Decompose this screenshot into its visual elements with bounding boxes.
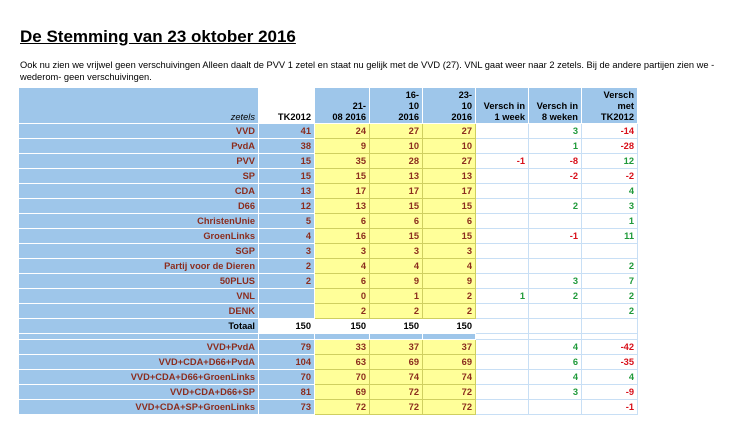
tk2012-seats: 2: [259, 259, 315, 274]
change-tk2012: 4: [582, 184, 638, 199]
change-8-weeks: [529, 184, 582, 199]
table-row: [19, 289, 638, 304]
change-1-week: [476, 184, 529, 199]
tk2012-seats: [259, 304, 315, 319]
row-label: D66: [19, 199, 259, 214]
poll-3-seats: 72: [423, 385, 476, 400]
tk2012-seats: 79: [259, 340, 315, 355]
change-1-week: [476, 400, 529, 415]
tk2012-seats: 4: [259, 229, 315, 244]
poll-2-seats: 10: [370, 139, 423, 154]
poll-2-seats: 13: [370, 169, 423, 184]
row-label: PVV: [19, 154, 259, 169]
poll-1-seats: 63: [315, 355, 370, 370]
table-row: [19, 340, 638, 355]
row-label: VVD+CDA+D66+GroenLinks: [19, 370, 259, 385]
poll-1-seats: 33: [315, 340, 370, 355]
poll-2-seats: 37: [370, 340, 423, 355]
change-8-weeks: 3: [529, 274, 582, 289]
poll-2-seats: 69: [370, 355, 423, 370]
header-change-week-line1: Versch in: [483, 101, 525, 111]
poll-1-seats: 72: [315, 400, 370, 415]
tk2012-seats: 3: [259, 244, 315, 259]
change-1-week: [476, 385, 529, 400]
total-label: Totaal: [19, 319, 259, 334]
table-row: [19, 154, 638, 169]
poll-3-seats: 74: [423, 370, 476, 385]
poll-1-seats: 9: [315, 139, 370, 154]
header-change-8weeks-line2: 8 weken: [541, 112, 578, 122]
header-poll-2-line3: 2016: [398, 112, 419, 122]
poll-2-seats: 6: [370, 214, 423, 229]
total-poll-1: 150: [315, 319, 370, 334]
poll-2-seats: 15: [370, 229, 423, 244]
change-8-weeks: -1: [529, 229, 582, 244]
poll-3-seats: 27: [423, 124, 476, 139]
row-label: VVD: [19, 124, 259, 139]
header-poll-2: [370, 88, 423, 124]
header-change-8weeks-line1: Versch in: [536, 101, 578, 111]
table-row: [19, 259, 638, 274]
table-row: [19, 229, 638, 244]
total-poll-2: 150: [370, 319, 423, 334]
header-poll-2-line2: 10: [408, 101, 419, 111]
header-poll-1-line2: 08 2016: [332, 112, 366, 122]
poll-1-seats: 13: [315, 199, 370, 214]
row-label: Partij voor de Dieren: [19, 259, 259, 274]
change-8-weeks: [529, 244, 582, 259]
poll-1-seats: 2: [315, 304, 370, 319]
poll-3-seats: 3: [423, 244, 476, 259]
header-change-tk2012-line2: met: [617, 101, 634, 111]
change-1-week: [476, 139, 529, 154]
change-tk2012: -2: [582, 169, 638, 184]
change-tk2012: 2: [582, 304, 638, 319]
poll-3-seats: 6: [423, 214, 476, 229]
table-row: [19, 139, 638, 154]
change-8-weeks: [529, 304, 582, 319]
table-row: [19, 199, 638, 214]
poll-1-seats: 69: [315, 385, 370, 400]
poll-3-seats: 15: [423, 229, 476, 244]
change-tk2012: -1: [582, 400, 638, 415]
change-8-weeks: 2: [529, 199, 582, 214]
total-empty-cell: [582, 319, 638, 334]
change-tk2012: -42: [582, 340, 638, 355]
header-poll-3: [423, 88, 476, 124]
poll-2-seats: 27: [370, 124, 423, 139]
row-label: 50PLUS: [19, 274, 259, 289]
change-1-week: [476, 169, 529, 184]
change-8-weeks: 3: [529, 124, 582, 139]
row-label: SGP: [19, 244, 259, 259]
header-change-week-line2: 1 week: [494, 112, 525, 122]
intro-text: Ook nu zien we vrijwel geen verschuivingen Alleen daalt de PVV 1 zetel en staat nu gelijk met de VVD (27). VNL gaat weer naar 2 zetels. Bij de andere partijen zien we - wederom- geen verschuivingen.: [20, 60, 715, 82]
poll-3-seats: 15: [423, 199, 476, 214]
change-8-weeks: 4: [529, 370, 582, 385]
poll-2-seats: 4: [370, 259, 423, 274]
header-poll-3-line3: 2016: [451, 112, 472, 122]
change-tk2012: 11: [582, 229, 638, 244]
table-row: [19, 355, 638, 370]
tk2012-seats: 5: [259, 214, 315, 229]
poll-3-seats: 13: [423, 169, 476, 184]
page-title: De Stemming van 23 oktober 2016: [20, 27, 296, 46]
change-tk2012: 7: [582, 274, 638, 289]
table-row: [19, 184, 638, 199]
change-1-week: -1: [476, 154, 529, 169]
poll-3-seats: 37: [423, 340, 476, 355]
poll-2-seats: 15: [370, 199, 423, 214]
poll-1-seats: 17: [315, 184, 370, 199]
poll-1-seats: 35: [315, 154, 370, 169]
table-row: [19, 169, 638, 184]
tk2012-seats: 41: [259, 124, 315, 139]
total-empty-cell: [476, 319, 529, 334]
change-tk2012: 12: [582, 154, 638, 169]
change-8-weeks: -2: [529, 169, 582, 184]
row-label: DENK: [19, 304, 259, 319]
table-row: [19, 124, 638, 139]
tk2012-seats: 15: [259, 154, 315, 169]
change-tk2012: -14: [582, 124, 638, 139]
change-8-weeks: 3: [529, 385, 582, 400]
header-zetels: zetels: [19, 88, 259, 124]
poll-2-seats: 1: [370, 289, 423, 304]
change-8-weeks: [529, 259, 582, 274]
poll-3-seats: 17: [423, 184, 476, 199]
change-1-week: [476, 199, 529, 214]
row-label: VVD+CDA+D66+SP: [19, 385, 259, 400]
row-label: GroenLinks: [19, 229, 259, 244]
row-label: VVD+CDA+SP+GroenLinks: [19, 400, 259, 415]
poll-2-seats: 72: [370, 400, 423, 415]
poll-3-seats: 2: [423, 304, 476, 319]
table-row: [19, 304, 638, 319]
change-tk2012: [582, 244, 638, 259]
change-1-week: [476, 259, 529, 274]
poll-2-seats: 2: [370, 304, 423, 319]
tk2012-seats: 73: [259, 400, 315, 415]
tk2012-seats: 81: [259, 385, 315, 400]
poll-3-seats: 10: [423, 139, 476, 154]
header-change-tk2012: [582, 88, 638, 124]
change-8-weeks: 4: [529, 340, 582, 355]
change-8-weeks: 6: [529, 355, 582, 370]
header-poll-3-line1: 23-: [458, 90, 472, 100]
poll-1-seats: 4: [315, 259, 370, 274]
poll-1-seats: 16: [315, 229, 370, 244]
table-row: [19, 385, 638, 400]
header-change-tk2012-line3: TK2012: [600, 112, 634, 122]
change-1-week: [476, 355, 529, 370]
tk2012-seats: 70: [259, 370, 315, 385]
poll-2-seats: 17: [370, 184, 423, 199]
poll-2-seats: 74: [370, 370, 423, 385]
header-poll-2-line1: 16-: [405, 90, 419, 100]
change-1-week: 1: [476, 289, 529, 304]
total-empty-cell: [529, 319, 582, 334]
table-row: [19, 274, 638, 289]
change-tk2012: -35: [582, 355, 638, 370]
table-row: [19, 244, 638, 259]
poll-2-seats: 3: [370, 244, 423, 259]
header-poll-1: [315, 88, 370, 124]
change-8-weeks: -8: [529, 154, 582, 169]
change-1-week: [476, 214, 529, 229]
tk2012-seats: 104: [259, 355, 315, 370]
poll-2-seats: 72: [370, 385, 423, 400]
change-1-week: [476, 304, 529, 319]
poll-3-seats: 72: [423, 400, 476, 415]
change-tk2012: 3: [582, 199, 638, 214]
row-label: VVD+CDA+D66+PvdA: [19, 355, 259, 370]
change-tk2012: 2: [582, 259, 638, 274]
change-tk2012: 2: [582, 289, 638, 304]
tk2012-seats: 2: [259, 274, 315, 289]
poll-1-seats: 70: [315, 370, 370, 385]
header-poll-3-line2: 10: [461, 101, 472, 111]
change-tk2012: -9: [582, 385, 638, 400]
total-tk2012: 150: [259, 319, 315, 334]
poll-3-seats: 2: [423, 289, 476, 304]
change-1-week: [476, 274, 529, 289]
table-row: [19, 214, 638, 229]
poll-3-seats: 9: [423, 274, 476, 289]
poll-2-seats: 9: [370, 274, 423, 289]
row-label: CDA: [19, 184, 259, 199]
tk2012-seats: 12: [259, 199, 315, 214]
change-1-week: [476, 229, 529, 244]
poll-3-seats: 4: [423, 259, 476, 274]
change-1-week: [476, 244, 529, 259]
change-tk2012: -28: [582, 139, 638, 154]
header-row: [19, 88, 638, 124]
header-change-tk2012-line1: Versch: [603, 90, 634, 100]
header-poll-1-line1: 21-: [352, 101, 366, 111]
poll-table: [18, 87, 638, 415]
poll-1-seats: 15: [315, 169, 370, 184]
change-8-weeks: [529, 214, 582, 229]
row-label: ChristenUnie: [19, 214, 259, 229]
poll-1-seats: 6: [315, 274, 370, 289]
change-1-week: [476, 340, 529, 355]
change-8-weeks: 1: [529, 139, 582, 154]
change-8-weeks: [529, 400, 582, 415]
poll-3-seats: 69: [423, 355, 476, 370]
total-row: [19, 319, 638, 334]
tk2012-seats: 38: [259, 139, 315, 154]
row-label: PvdA: [19, 139, 259, 154]
header-change-week: [476, 88, 529, 124]
change-tk2012: 1: [582, 214, 638, 229]
tk2012-seats: 15: [259, 169, 315, 184]
poll-1-seats: 0: [315, 289, 370, 304]
tk2012-seats: [259, 289, 315, 304]
row-label: VVD+PvdA: [19, 340, 259, 355]
total-poll-3: 150: [423, 319, 476, 334]
change-1-week: [476, 370, 529, 385]
poll-2-seats: 28: [370, 154, 423, 169]
change-tk2012: 4: [582, 370, 638, 385]
poll-1-seats: 6: [315, 214, 370, 229]
change-1-week: [476, 124, 529, 139]
header-change-8weeks: [529, 88, 582, 124]
row-label: VNL: [19, 289, 259, 304]
poll-1-seats: 3: [315, 244, 370, 259]
header-tk2012: TK2012: [259, 88, 315, 124]
tk2012-seats: 13: [259, 184, 315, 199]
table-row: [19, 370, 638, 385]
poll-3-seats: 27: [423, 154, 476, 169]
poll-1-seats: 24: [315, 124, 370, 139]
row-label: SP: [19, 169, 259, 184]
change-8-weeks: 2: [529, 289, 582, 304]
table-row: [19, 400, 638, 415]
